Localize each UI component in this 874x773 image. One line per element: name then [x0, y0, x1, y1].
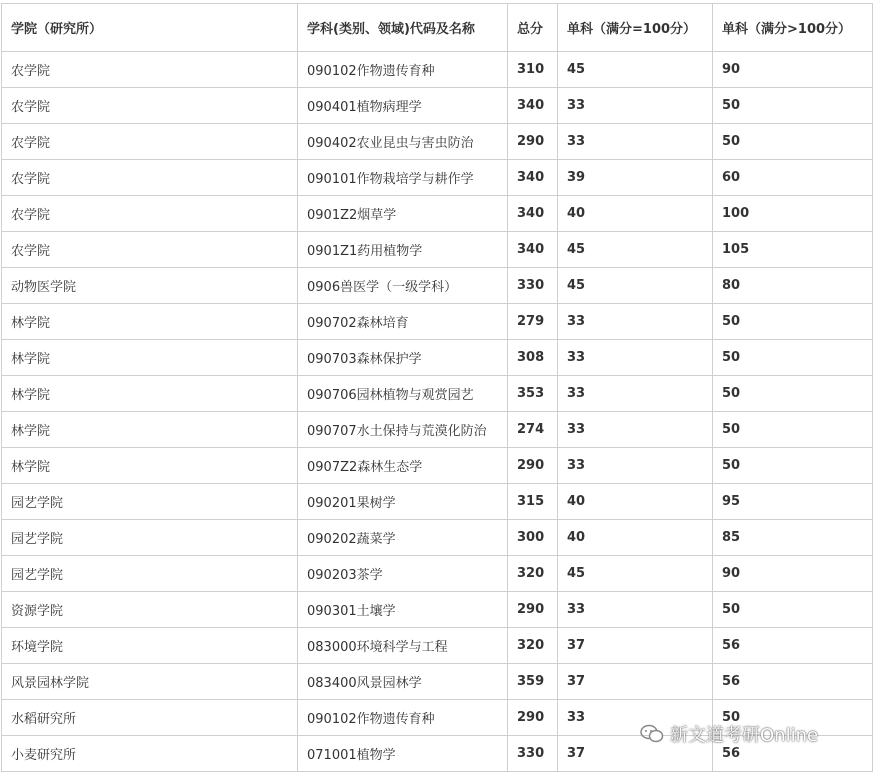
single-over-100-cell: 90: [713, 52, 873, 88]
subject-cell: 090102作物遗传育种: [298, 700, 508, 736]
total-score-cell: 320: [508, 556, 558, 592]
subject-cell: 090402农业昆虫与害虫防治: [298, 124, 508, 160]
total-score-cell: 308: [508, 340, 558, 376]
single-over-100-cell: 50: [713, 340, 873, 376]
subject-cell: 071001植物学: [298, 736, 508, 772]
total-score-cell: 290: [508, 448, 558, 484]
single-100-cell: 33: [558, 124, 713, 160]
subject-cell: 090401植物病理学: [298, 88, 508, 124]
subject-cell: 090301土壤学: [298, 592, 508, 628]
subject-cell: 090702森林培育: [298, 304, 508, 340]
single-over-100-cell: 50: [713, 448, 873, 484]
single-100-cell: 33: [558, 340, 713, 376]
college-cell: 小麦研究所: [2, 736, 298, 772]
table-row: [2, 376, 873, 412]
single-over-100-cell: 50: [713, 88, 873, 124]
table-row: [2, 664, 873, 700]
college-cell: 园艺学院: [2, 520, 298, 556]
header-total: 总分: [508, 4, 558, 52]
single-over-100-cell: 50: [713, 700, 873, 736]
total-score-cell: 279: [508, 304, 558, 340]
single-over-100-cell: 56: [713, 628, 873, 664]
single-over-100-cell: 50: [713, 304, 873, 340]
subject-cell: 0901Z1药用植物学: [298, 232, 508, 268]
college-cell: 资源学院: [2, 592, 298, 628]
single-100-cell: 33: [558, 412, 713, 448]
total-score-cell: 310: [508, 52, 558, 88]
header-single-100: 单科（满分=100分）: [558, 4, 713, 52]
subject-cell: 0906兽医学（一级学科）: [298, 268, 508, 304]
table-row: [2, 628, 873, 664]
total-score-cell: 320: [508, 628, 558, 664]
single-100-cell: 33: [558, 304, 713, 340]
total-score-cell: 330: [508, 268, 558, 304]
single-over-100-cell: 80: [713, 268, 873, 304]
table-row: [2, 52, 873, 88]
single-over-100-cell: 85: [713, 520, 873, 556]
college-cell: 农学院: [2, 196, 298, 232]
total-score-cell: 290: [508, 124, 558, 160]
single-100-cell: 40: [558, 484, 713, 520]
single-100-cell: 40: [558, 520, 713, 556]
total-score-cell: 340: [508, 196, 558, 232]
total-score-cell: 353: [508, 376, 558, 412]
single-100-cell: 37: [558, 664, 713, 700]
single-over-100-cell: 50: [713, 412, 873, 448]
single-100-cell: 33: [558, 88, 713, 124]
single-over-100-cell: 56: [713, 736, 873, 772]
subject-cell: 090202蔬菜学: [298, 520, 508, 556]
subject-cell: 090203茶学: [298, 556, 508, 592]
table-row: [2, 268, 873, 304]
table-row: [2, 340, 873, 376]
single-over-100-cell: 90: [713, 556, 873, 592]
subject-cell: 090101作物栽培学与耕作学: [298, 160, 508, 196]
subject-cell: 090201果树学: [298, 484, 508, 520]
single-100-cell: 33: [558, 376, 713, 412]
subject-cell: 090703森林保护学: [298, 340, 508, 376]
college-cell: 林学院: [2, 412, 298, 448]
college-cell: 园艺学院: [2, 556, 298, 592]
table-row: [2, 484, 873, 520]
table-row: [2, 412, 873, 448]
table-row: [2, 520, 873, 556]
watermark: [640, 721, 818, 747]
subject-cell: 090707水土保持与荒漠化防治: [298, 412, 508, 448]
single-over-100-cell: 50: [713, 592, 873, 628]
single-over-100-cell: 56: [713, 664, 873, 700]
total-score-cell: 359: [508, 664, 558, 700]
single-100-cell: 40: [558, 196, 713, 232]
header-subject: 学科(类别、领域)代码及名称: [298, 4, 508, 52]
header-college: 学院（研究所）: [2, 4, 298, 52]
college-cell: 林学院: [2, 376, 298, 412]
college-cell: 农学院: [2, 88, 298, 124]
total-score-cell: 315: [508, 484, 558, 520]
table-row: [2, 304, 873, 340]
total-score-cell: 300: [508, 520, 558, 556]
college-cell: 林学院: [2, 340, 298, 376]
wechat-icon: [640, 724, 664, 744]
single-100-cell: 33: [558, 700, 713, 736]
single-over-100-cell: 50: [713, 124, 873, 160]
college-cell: 农学院: [2, 52, 298, 88]
college-cell: 风景园林学院: [2, 664, 298, 700]
subject-cell: 0901Z2烟草学: [298, 196, 508, 232]
subject-cell: 0907Z2森林生态学: [298, 448, 508, 484]
table-header-row: [2, 4, 873, 52]
college-cell: 农学院: [2, 124, 298, 160]
table-row: [2, 124, 873, 160]
watermark-text: 新文道考研Online: [670, 725, 819, 746]
subject-cell: 090102作物遗传育种: [298, 52, 508, 88]
single-100-cell: 37: [558, 736, 713, 772]
single-over-100-cell: 50: [713, 376, 873, 412]
total-score-cell: 340: [508, 232, 558, 268]
single-over-100-cell: 60: [713, 160, 873, 196]
college-cell: 水稻研究所: [2, 700, 298, 736]
table-row: [2, 88, 873, 124]
subject-cell: 083400风景园林学: [298, 664, 508, 700]
table-row: [2, 592, 873, 628]
table-row: [2, 196, 873, 232]
college-cell: 环境学院: [2, 628, 298, 664]
total-score-cell: 274: [508, 412, 558, 448]
subject-cell: 083000环境科学与工程: [298, 628, 508, 664]
table-row: [2, 232, 873, 268]
table-row: [2, 160, 873, 196]
college-cell: 动物医学院: [2, 268, 298, 304]
single-100-cell: 33: [558, 592, 713, 628]
total-score-cell: 340: [508, 88, 558, 124]
total-score-cell: 290: [508, 592, 558, 628]
subject-cell: 090706园林植物与观赏园艺: [298, 376, 508, 412]
total-score-cell: 290: [508, 700, 558, 736]
single-over-100-cell: 95: [713, 484, 873, 520]
total-score-cell: 330: [508, 736, 558, 772]
single-over-100-cell: 100: [713, 196, 873, 232]
score-table: [1, 3, 873, 772]
single-100-cell: 45: [558, 52, 713, 88]
college-cell: 林学院: [2, 448, 298, 484]
single-over-100-cell: 105: [713, 232, 873, 268]
college-cell: 园艺学院: [2, 484, 298, 520]
single-100-cell: 37: [558, 628, 713, 664]
table-row: [2, 448, 873, 484]
single-100-cell: 45: [558, 232, 713, 268]
single-100-cell: 33: [558, 448, 713, 484]
table-row: [2, 556, 873, 592]
header-single-over-100: 单科（满分>100分）: [713, 4, 873, 52]
single-100-cell: 45: [558, 556, 713, 592]
total-score-cell: 340: [508, 160, 558, 196]
college-cell: 农学院: [2, 232, 298, 268]
college-cell: 农学院: [2, 160, 298, 196]
single-100-cell: 39: [558, 160, 713, 196]
single-100-cell: 45: [558, 268, 713, 304]
college-cell: 林学院: [2, 304, 298, 340]
